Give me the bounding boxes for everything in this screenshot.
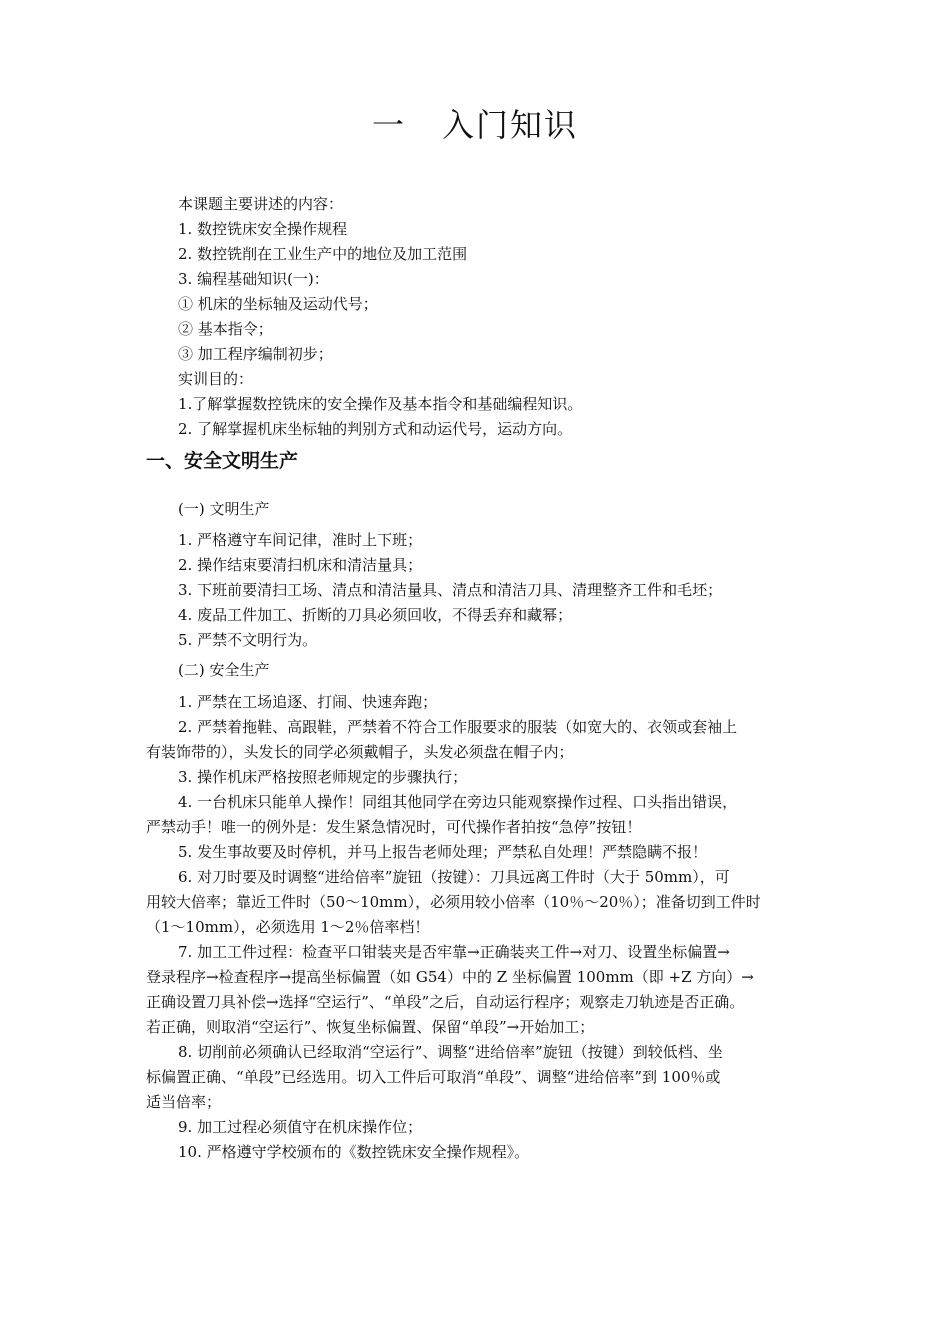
paragraph-line: 若正确，则取消“空运行”、恢复坐标偏置、保留“单段”→开始加工； [146, 1018, 595, 1036]
paragraph-line: 适当倍率； [146, 1093, 222, 1111]
list-item: 1. 严格遵守车间记律，准时上下班； [178, 531, 423, 549]
paragraph-line: 有装饰带的），头发长的同学必须戴帽子，头发必须盘在帽子内； [146, 743, 574, 761]
intro-item: 2. 数控铣削在工业生产中的地位及加工范围 [178, 245, 468, 263]
title-text: 入门知识 [442, 106, 579, 144]
paragraph-line: 正确设置刀具补偿→选择“空运行”、“单段”之后，自动运行程序；观察走刀轨迹是否正确。 [146, 993, 745, 1011]
intro-subitem: ③ 加工程序编制初步； [178, 345, 333, 363]
subsection-heading: (二) 安全生产 [178, 661, 270, 679]
paragraph-line: 9. 加工过程必须值守在机床操作位； [178, 1118, 423, 1136]
page-title [0, 100, 950, 150]
paragraph-line: 3. 操作机床严格按照老师规定的步骤执行； [178, 768, 468, 786]
paragraph-line: 7. 加工工件过程：检查平口钳装夹是否牢靠→正确装夹工件→对刀、设置坐标偏置→ [178, 943, 730, 961]
paragraph-line: 标偏置正确、“单段”已经选用。切入工件后可取消“单段”、调整“进给倍率”到 100％或 [146, 1068, 721, 1086]
intro-subitem: ① 机床的坐标轴及运动代号； [178, 295, 378, 313]
intro-item: 1. 数控铣床安全操作规程 [178, 220, 348, 238]
goal-item: 1.了解掌握数控铣床的安全操作及基本指令和基础编程知识。 [178, 395, 583, 413]
list-item: 2. 操作结束要清扫机床和清洁量具； [178, 556, 423, 574]
subsection-heading: (一) 文明生产 [178, 500, 270, 518]
paragraph-line: 5. 发生事故要及时停机，并马上报告老师处理；严禁私自处理！严禁隐瞒不报！ [178, 843, 708, 861]
paragraph-line: 用较大倍率；靠近工件时（50～10mm），必须用较小倍率（10％～20％）；准备切到工件时 [146, 893, 761, 911]
section-heading: 一、安全文明生产 [146, 450, 299, 472]
list-item: 3. 下班前要清扫工场、清点和清洁量具、清点和清洁刀具、清理整齐工件和毛坯； [178, 581, 723, 599]
paragraph-line: 1. 严禁在工场追逐、打闹、快速奔跑； [178, 693, 438, 711]
paragraph-line: 2. 严禁着拖鞋、高跟鞋，严禁着不符合工作服要求的服装（如宽大的、衣领或套袖上 [178, 718, 738, 736]
goal-label: 实训目的： [178, 370, 254, 388]
intro-item: 3. 编程基础知识(一)： [178, 270, 329, 288]
intro-subitem: ② 基本指令； [178, 320, 273, 338]
paragraph-line: （1～10mm），必须选用 1～2％倍率档！ [146, 918, 430, 936]
goal-item: 2. 了解掌握机床坐标轴的判别方式和动运代号，运动方向。 [178, 420, 573, 438]
paragraph-line: 8. 切削前必须确认已经取消“空运行”、调整“进给倍率”旋钮（按键）到较低档、坐 [178, 1043, 723, 1061]
list-item: 5. 严禁不文明行为。 [178, 631, 318, 649]
paragraph-line: 4. 一台机床只能单人操作！同组其他同学在旁边只能观察操作过程、口头指出错误， [178, 793, 738, 811]
intro-label: 本课题主要讲述的内容： [178, 195, 344, 213]
title-number: 一 [371, 106, 406, 144]
paragraph-line: 6. 对刀时要及时调整“进给倍率”旋钮（按键）：刀具远离工件时（大于 50mm），可 [178, 868, 730, 886]
paragraph-line: 登录程序→检查程序→提高坐标偏置（如 G54）中的 Z 坐标偏置 100mm（即 +Z 方向）→ [146, 968, 754, 986]
list-item: 4. 废品工件加工、折断的刀具必须回收，不得丢弃和藏幂； [178, 606, 573, 624]
paragraph-line: 严禁动手！唯一的例外是：发生紧急情况时，可代操作者拍按“急停”按钮！ [146, 818, 642, 836]
paragraph-line: 10. 严格遵守学校颁布的《数控铣床安全操作规程》。 [178, 1143, 530, 1161]
